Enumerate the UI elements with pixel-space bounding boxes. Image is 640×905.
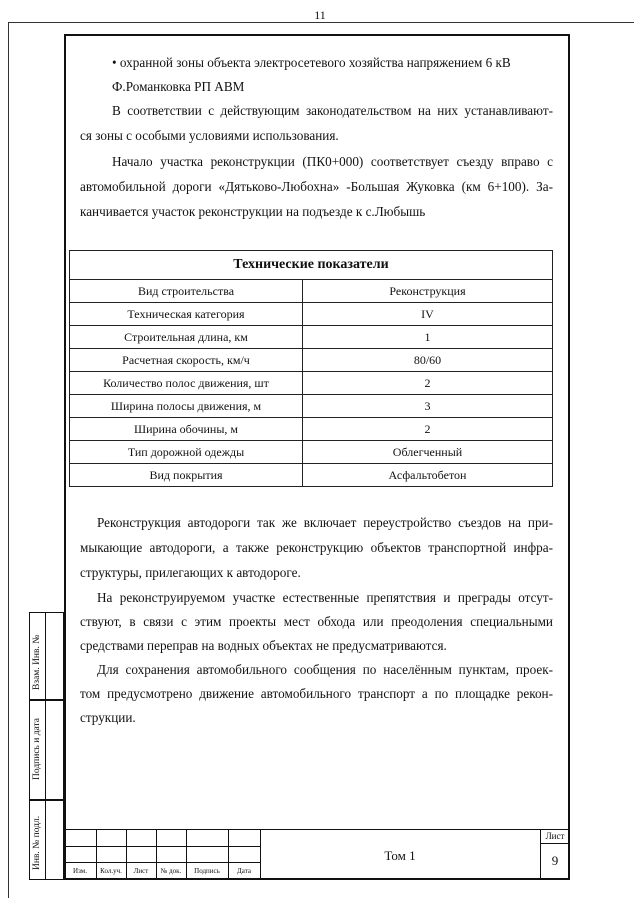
table-row (70, 326, 553, 349)
table-cell: Вид строительства (70, 280, 303, 303)
side-label-inv-zam: Взам. Инв. № (32, 634, 42, 690)
table-cell: Облегченный (303, 441, 553, 464)
side-label-sign-date: Подпись и дата (32, 717, 42, 780)
table-cell: 2 (303, 418, 553, 441)
table-cell: Тип дорожной одежды (70, 441, 303, 464)
table-cell: Ширина полосы движения, м (70, 395, 303, 418)
stamp-line (64, 862, 260, 863)
stamp-line (540, 843, 570, 844)
side-divider (45, 612, 46, 880)
stamp-col-list: Лист (133, 867, 149, 875)
table-row (70, 464, 553, 487)
text-line: струкции. (80, 710, 136, 725)
text-line: Начало участка реконструкции (ПК0+000) соответствует съезду вправо с (112, 154, 553, 169)
text-line: ствуют, в связи с этим проекты мест обхода или преодоления специальными (80, 614, 553, 629)
text-line: мыкающие автодороги, а также реконструкцию объектов транспортной инфра- (80, 540, 553, 555)
volume-label: Том 1 (384, 848, 416, 863)
text-line: том предусмотрено движение автомобильного транспорт а по площадке рекон- (80, 686, 553, 701)
table-row (70, 303, 553, 326)
text-line: структуры, прилегающих к автодороге. (80, 565, 301, 580)
text-line: На реконструируемом участке естественные препятствия и преграды отсут- (97, 590, 553, 605)
sheet-number: 9 (551, 853, 559, 868)
technical-table (69, 250, 553, 487)
table-cell: Реконструкция (303, 280, 553, 303)
table-row (70, 441, 553, 464)
table-row (70, 418, 553, 441)
text-line: автомобильной дороги «Дятьково-Любохна» -Большая Жуковка (км 6+100). За- (80, 179, 553, 194)
text-line: В соответствии с действующим законодательством на них устанавливают- (112, 103, 553, 118)
table-title: Технические показатели (70, 251, 553, 280)
text-line: ся зоны с особыми условиями использования. (80, 128, 339, 143)
text-line: Ф.Романковка РП АВМ (112, 79, 245, 94)
stamp-col-doc: № док. (160, 867, 182, 875)
text-line: средствами переправ на водных объектах не предусматриваются. (80, 638, 447, 653)
table-row (70, 349, 553, 372)
title-block (64, 829, 570, 880)
table-cell: 80/60 (303, 349, 553, 372)
table-cell: Расчетная скорость, км/ч (70, 349, 303, 372)
text-line: Реконструкция автодороги так же включает переустройство съездов на при- (97, 515, 553, 530)
stamp-line (64, 846, 260, 847)
table-row (70, 372, 553, 395)
table-cell: 2 (303, 372, 553, 395)
sheet-label: Лист (545, 831, 565, 841)
stamp-col-kol: Кол.уч. (100, 867, 122, 875)
stamp-col-date: Дата (237, 867, 251, 875)
page-number-top: 11 (314, 8, 326, 22)
side-label-inv-orig: Инв. № подл. (32, 815, 42, 870)
table-row (70, 280, 553, 303)
table-cell: Техническая категория (70, 303, 303, 326)
table-cell: Асфальтобетон (303, 464, 553, 487)
stamp-line (64, 829, 570, 830)
table-cell: 1 (303, 326, 553, 349)
table-cell: Строительная длина, км (70, 326, 303, 349)
table-row (70, 395, 553, 418)
text-line: канчивается участок реконструкции на подъезде к с.Любышь (80, 204, 426, 219)
text-line: • охранной зоны объекта электросетевого хозяйства напряжением 6 кВ (112, 55, 511, 70)
stamp-col-izm: Изм. (73, 867, 87, 875)
table-cell: Ширина обочины, м (70, 418, 303, 441)
table-cell: Вид покрытия (70, 464, 303, 487)
table-cell: Количество полос движения, шт (70, 372, 303, 395)
table-cell: 3 (303, 395, 553, 418)
text-line: Для сохранения автомобильного сообщения по населённым пунктам, проек- (97, 662, 553, 677)
stamp-col-sign: Подпись (194, 867, 220, 875)
table-cell: IV (303, 303, 553, 326)
